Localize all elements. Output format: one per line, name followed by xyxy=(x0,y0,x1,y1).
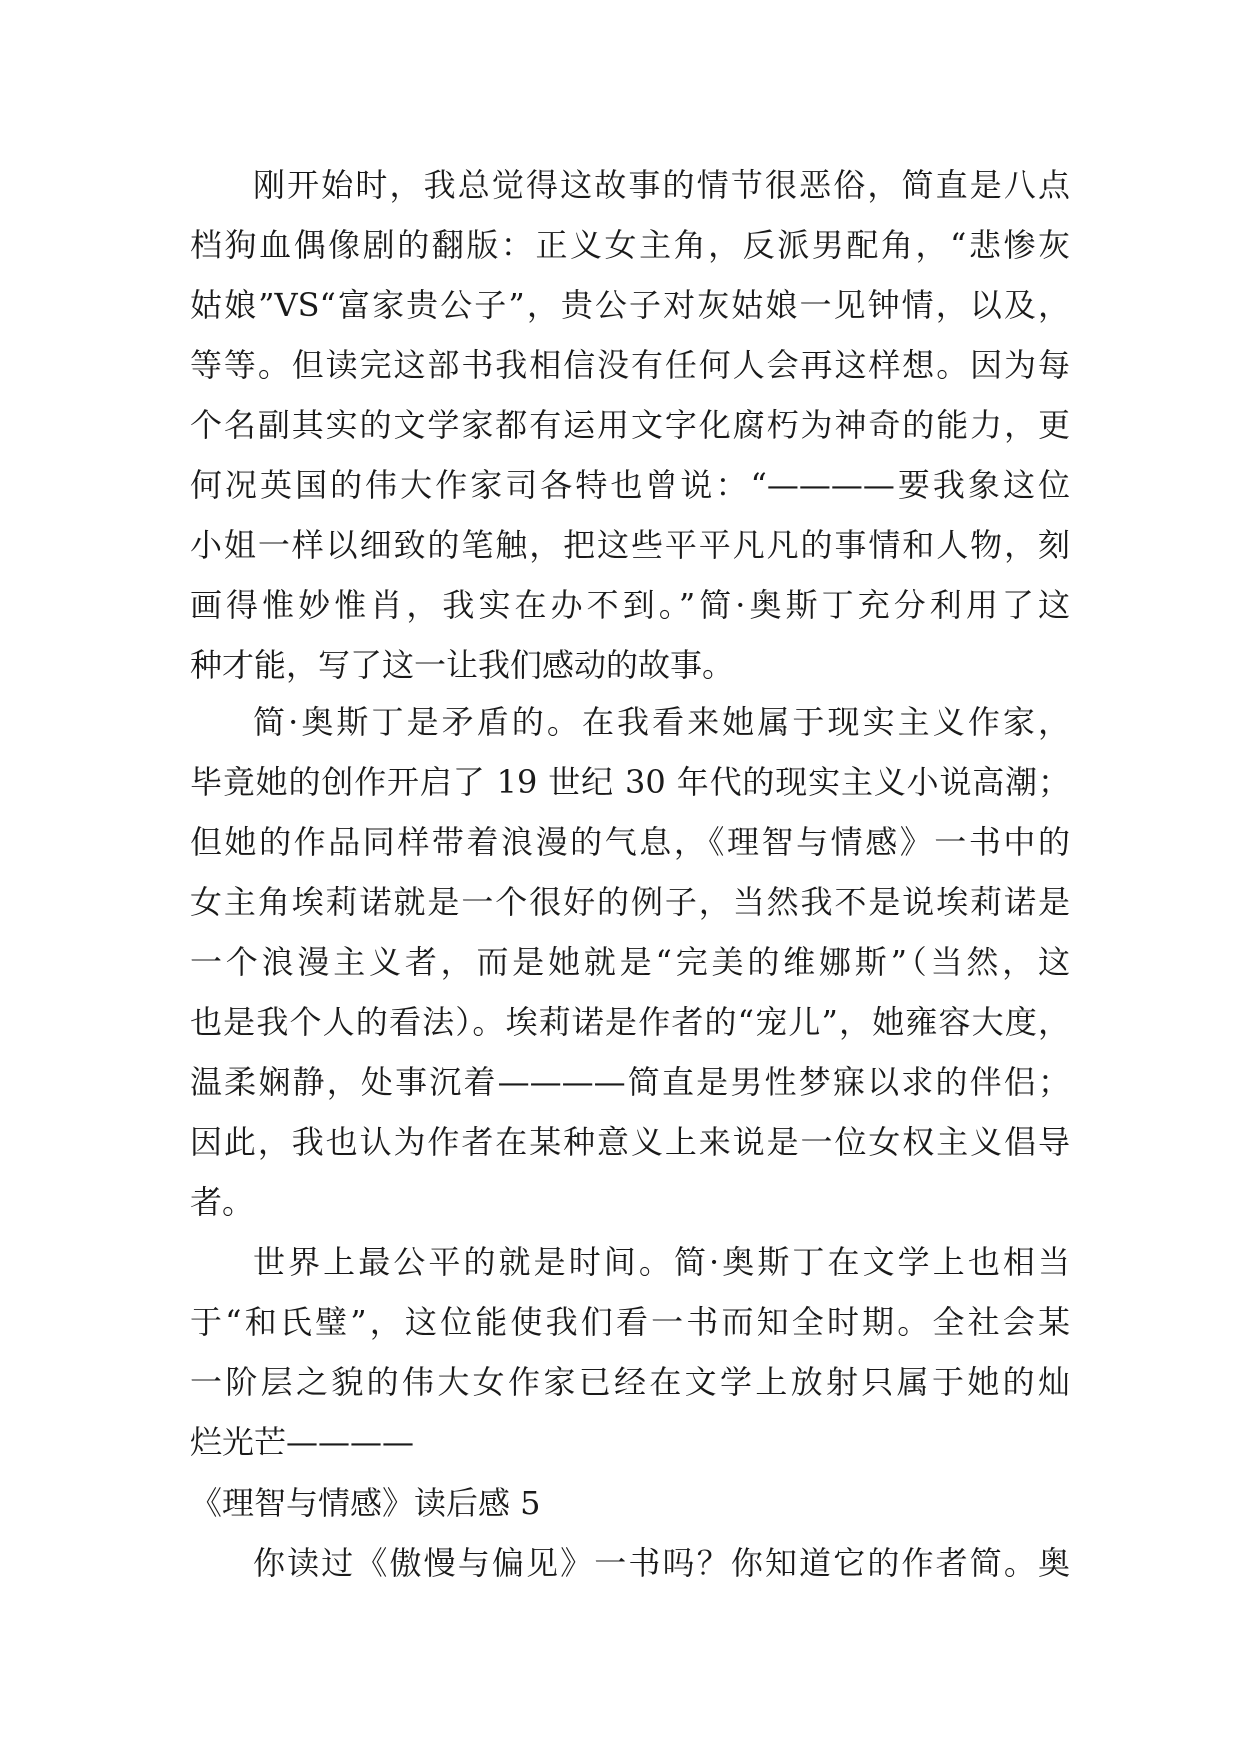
section-heading xyxy=(190,1473,1070,1533)
text-line: 世界上最公平的就是时间。简·奥斯丁在文学上也相当 xyxy=(253,1243,1070,1281)
text-line: 简·奥斯丁是矛盾的。在我看来她属于现实主义作家， xyxy=(253,703,1070,741)
text-line: 女主角埃莉诺就是一个很好的例子，当然我不是说埃莉诺是 xyxy=(190,883,1070,921)
text-line: 一个浪漫主义者，而是她就是“完美的维娜斯”（当然，这 xyxy=(190,943,1070,981)
paragraph-3 xyxy=(190,1232,1070,1472)
text-line: 毕竟她的创作开启了 19 世纪 30 年代的现实主义小说高潮； xyxy=(190,763,1070,801)
text-line: 姑娘”VS“富家贵公子”，贵公子对灰姑娘一见钟情，以及， xyxy=(190,286,1070,324)
paragraph-2 xyxy=(190,692,1070,1232)
text-line: 个名副其实的文学家都有运用文字化腐朽为神奇的能力，更 xyxy=(190,406,1070,444)
text-line: 何况英国的伟大作家司各特也曾说：“————要我象这位 xyxy=(190,466,1070,504)
text-line: 也是我个人的看法）。埃莉诺是作者的“宠儿”，她雍容大度， xyxy=(190,1003,1070,1041)
text-line: 等等。但读完这部书我相信没有任何人会再这样想。因为每 xyxy=(190,346,1070,384)
text-line: 刚开始时，我总觉得这故事的情节很恶俗，简直是八点 xyxy=(253,166,1070,204)
paragraph-4 xyxy=(190,1533,1070,1593)
heading-text: 《理智与情感》读后感 5 xyxy=(190,1484,541,1522)
text-line: 温柔娴静，处事沉着————简直是男性梦寐以求的伴侣； xyxy=(190,1063,1070,1101)
text-line: 种才能，写了这一让我们感动的故事。 xyxy=(190,646,735,684)
text-line: 小姐一样以细致的笔触，把这些平平凡凡的事情和人物，刻 xyxy=(190,526,1070,564)
text-line: 档狗血偶像剧的翻版：正义女主角，反派男配角，“悲惨灰 xyxy=(190,226,1070,264)
text-line: 但她的作品同样带着浪漫的气息，《理智与情感》一书中的 xyxy=(190,823,1070,861)
text-line: 烂光芒———— xyxy=(190,1423,415,1461)
text-line: 一阶层之貌的伟大女作家已经在文学上放射只属于她的灿 xyxy=(190,1363,1070,1401)
text-line: 因此，我也认为作者在某种意义上来说是一位女权主义倡导 xyxy=(190,1123,1070,1161)
text-line: 你读过《傲慢与偏见》一书吗？你知道它的作者简。奥 xyxy=(253,1544,1070,1582)
text-line: 画得惟妙惟肖，我实在办不到。”简·奥斯丁充分利用了这 xyxy=(190,586,1070,624)
paragraph-1 xyxy=(190,155,1070,695)
text-line: 于“和氏璧”，这位能使我们看一书而知全时期。全社会某 xyxy=(190,1303,1070,1341)
text-line: 者。 xyxy=(190,1183,255,1221)
